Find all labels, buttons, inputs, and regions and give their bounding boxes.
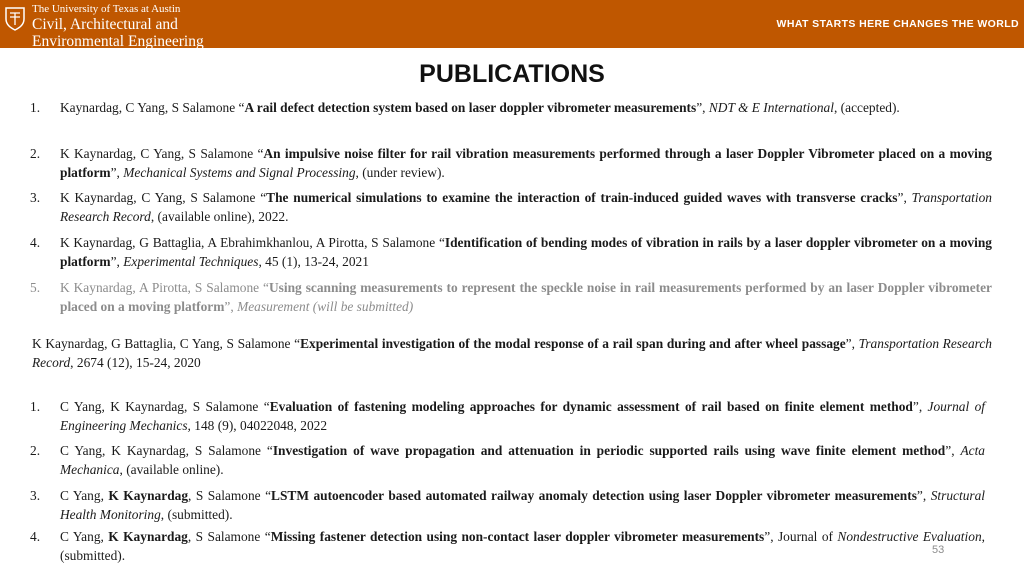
publication-item	[30, 278, 992, 316]
pub-authors: C Yang, K Kaynardag, S Salamone “	[60, 399, 270, 414]
publication-item	[30, 441, 985, 479]
publication-item	[30, 486, 986, 524]
pub-authors: K Kaynardag, G Battaglia, C Yang, S Salamone “	[32, 336, 301, 351]
pub-details: , 45 (1), 13-24, 2021	[258, 254, 369, 269]
pub-authors: K Kaynardag, A Pirotta, S Salamone “	[60, 280, 269, 295]
pub-details: , (under review).	[355, 165, 445, 180]
pub-author-highlight: K Kaynardag	[108, 529, 188, 544]
page-number: 53	[932, 544, 945, 556]
publication-item	[30, 144, 992, 182]
pub-authors: C Yang,	[60, 529, 109, 544]
pub-authors: C Yang, K Kaynardag, S Salamone “	[60, 443, 273, 458]
pub-sep: ”,	[916, 488, 931, 503]
pub-sep: ”,	[845, 336, 859, 351]
institution-line-2: Civil, Architectural and	[32, 16, 178, 33]
pub-authors-rest: , S Salamone “	[188, 488, 272, 503]
pub-title: Evaluation of fastening modeling approaches for dynamic assessment of rail based on finite element method	[269, 399, 913, 414]
pub-sep: ”, Journal of	[764, 529, 838, 544]
pub-sep: ”,	[696, 100, 709, 115]
item-number: 4.	[30, 529, 41, 544]
pub-venue: Transportation Research Record	[32, 336, 993, 370]
pub-venue: Experimental Techniques	[123, 254, 259, 269]
pub-details: , (submitted).	[160, 507, 233, 522]
pub-authors: C Yang,	[60, 488, 109, 503]
publication-item	[30, 188, 992, 226]
item-number: 2.	[30, 443, 41, 458]
item-number: 1.	[30, 100, 41, 115]
publication-item	[32, 334, 992, 372]
pub-title: LSTM autoencoder based automated railway anomaly detection using laser Doppler vibrometer measurements	[271, 488, 917, 503]
pub-details: , (available online).	[119, 462, 224, 477]
pub-venue: Structural Health Monitoring	[60, 488, 986, 522]
item-number: 4.	[30, 235, 41, 250]
item-number: 2.	[30, 146, 41, 161]
institution-line-3: Environmental Engineering	[32, 32, 204, 50]
pub-venue: Nondestructive Evaluation	[837, 529, 982, 544]
pub-title: Missing fastener detection using non-contact laser doppler vibrometer measurements	[270, 529, 765, 544]
page-title: PUBLICATIONS	[419, 60, 605, 88]
pub-title: Investigation of wave propagation and attenuation in periodic supported rails using wave finite element method	[272, 443, 946, 458]
pub-details: , (available online), 2022.	[150, 209, 289, 224]
pub-title: A rail defect detection system based on laser doppler vibrometer measurements	[244, 100, 697, 115]
publication-item	[30, 397, 985, 435]
pub-authors: K Kaynardag, C Yang, S Salamone “	[60, 190, 267, 205]
pub-sep: ”,	[945, 443, 961, 458]
pub-details: , 2674 (12), 15-24, 2020	[70, 355, 201, 370]
item-number: 5.	[30, 280, 41, 295]
pub-details: , (submitted).	[60, 529, 985, 563]
pub-title: Experimental investigation of the modal response of a rail span during and after wheel passage	[300, 336, 846, 351]
pub-authors: K Kaynardag, G Battaglia, A Ebrahimkhanlou, A Pirotta, S Salamone “	[60, 235, 445, 250]
pub-sep: ”,	[110, 165, 124, 180]
pub-venue: Mechanical Systems and Signal Processing	[123, 165, 356, 180]
item-number: 1.	[30, 399, 41, 414]
header-bar	[0, 0, 1024, 48]
pub-authors: K Kaynardag, C Yang, S Salamone “	[60, 146, 264, 161]
pub-venue: Journal of Engineering Mechanics,	[60, 399, 985, 433]
ut-seal-icon	[5, 7, 25, 31]
tagline: WHAT STARTS HERE CHANGES THE WORLD	[776, 18, 1019, 30]
pub-venue: Acta Mechanica	[60, 443, 985, 477]
institution-line-1: The University of Texas at Austin	[32, 3, 181, 15]
pub-details: , (accepted).	[833, 100, 900, 115]
pub-sep: ”,	[897, 190, 912, 205]
pub-title: An impulsive noise filter for rail vibration measurements performed through a laser Doppler Vibrometer placed on a moving platform	[60, 146, 992, 180]
pub-authors-rest: , S Salamone “	[187, 529, 271, 544]
pub-author-highlight: K Kaynardag	[108, 488, 189, 503]
pub-sep: ”,	[110, 254, 124, 269]
pub-details: 148 (9), 04022048, 2022	[190, 418, 328, 433]
pub-sep: ”,	[224, 299, 238, 314]
item-number: 3.	[30, 190, 41, 205]
publication-item	[30, 233, 992, 271]
publication-item	[30, 98, 992, 117]
pub-venue: Measurement (will be submitted)	[237, 299, 414, 314]
pub-title: Using scanning measurements to represent the speckle noise in rail measurements performed by an laser Doppler vibrometer placed on a moving platform	[60, 280, 992, 314]
pub-title: Identification of bending modes of vibration in rails by a laser doppler vibrometer on a moving platform	[60, 235, 992, 269]
pub-venue: Transportation Research Record	[60, 190, 992, 224]
pub-authors: Kaynardag, C Yang, S Salamone “	[60, 100, 245, 115]
pub-sep: ”,	[912, 399, 928, 414]
institution-name	[32, 2, 204, 49]
publication-item	[30, 527, 985, 565]
pub-venue: NDT & E International	[708, 100, 834, 115]
pub-title: The numerical simulations to examine the interaction of train-induced guided waves with transverse cracks	[266, 190, 898, 205]
item-number: 3.	[30, 488, 41, 503]
